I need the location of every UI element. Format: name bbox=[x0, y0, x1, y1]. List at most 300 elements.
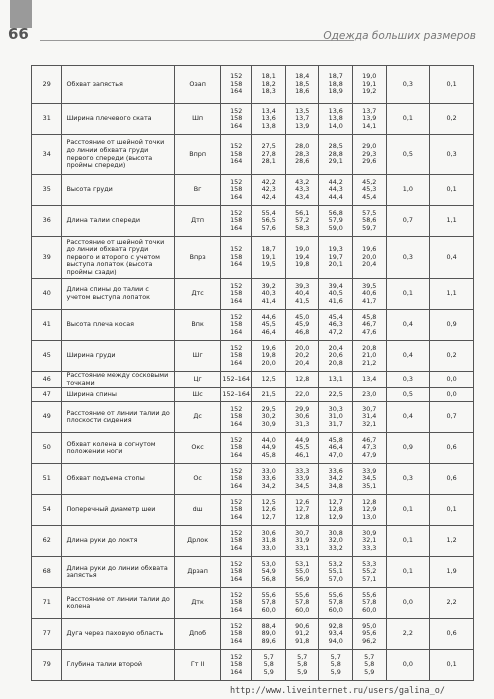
size-cell-value: 13,5 bbox=[295, 106, 310, 115]
measurement-symbol: Дпоб bbox=[175, 619, 221, 650]
size-cell bbox=[285, 104, 319, 135]
size-cell-value: 96,2 bbox=[362, 636, 377, 645]
size-cell bbox=[252, 464, 286, 495]
size-cell-value: 28,8 bbox=[328, 149, 343, 158]
size-cell bbox=[285, 206, 319, 237]
height-cell bbox=[220, 557, 251, 588]
size-cell-value: 55,2 bbox=[362, 567, 377, 576]
size-cell bbox=[285, 341, 319, 372]
row-number: 45 bbox=[32, 341, 62, 372]
measurement-symbol: Окс bbox=[175, 433, 221, 464]
height-cell-value: 164 bbox=[230, 512, 243, 521]
measurement-name: Обхват подъема стопы bbox=[62, 464, 175, 495]
size-cell-value: 46,7 bbox=[362, 320, 377, 329]
height-cell bbox=[220, 237, 251, 279]
size-cell bbox=[319, 557, 353, 588]
size-cell-value: 12,9 bbox=[328, 512, 343, 521]
size-cell-value: 12,8 bbox=[328, 505, 343, 514]
size-cell-value: 28,6 bbox=[295, 157, 310, 166]
size-cell-value: 45,9 bbox=[295, 320, 310, 329]
size-cell-value: 34,5 bbox=[295, 481, 310, 490]
size-cell-value: 94,0 bbox=[328, 636, 343, 645]
size-cell-value: 57,5 bbox=[362, 208, 377, 217]
size-cell bbox=[285, 279, 319, 310]
size-cell-value: 20,0 bbox=[261, 358, 276, 367]
measurement-name: Ширина плечевого ската bbox=[62, 104, 175, 135]
size-cell-value: 53,0 bbox=[261, 559, 276, 568]
measurement-name: Длина руки до локтя bbox=[62, 526, 175, 557]
size-cell bbox=[285, 557, 319, 588]
size-cell-value: 32,0 bbox=[328, 536, 343, 545]
size-cell-value: 56,1 bbox=[295, 208, 310, 217]
size-cell-value: 53,2 bbox=[328, 559, 343, 568]
size-cell bbox=[353, 650, 387, 681]
size-cell-value: 27,8 bbox=[261, 149, 276, 158]
row-number: 40 bbox=[32, 279, 62, 310]
height-cell-value: 152 bbox=[230, 404, 243, 413]
diff-cell: 0,4 bbox=[386, 310, 430, 341]
size-cell-value: 41,5 bbox=[295, 296, 310, 305]
size-cell-value: 20,4 bbox=[362, 260, 377, 269]
size-cell-value: 29,1 bbox=[328, 157, 343, 166]
measurement-symbol: Шп bbox=[175, 104, 221, 135]
size-cell-value: 45,8 bbox=[328, 435, 343, 444]
size-cell-value: 89,6 bbox=[261, 636, 276, 645]
diff-cell: 0,0 bbox=[386, 650, 430, 681]
size-cell-value: 12,5 bbox=[261, 497, 276, 506]
height-cell-value: 158 bbox=[230, 320, 243, 329]
size-cell-value: 5,8 bbox=[297, 660, 308, 669]
size-cell-value: 89,0 bbox=[261, 629, 276, 638]
size-cell-value: 53,1 bbox=[295, 559, 310, 568]
height-cell-value: 164 bbox=[230, 419, 243, 428]
size-cell-value: 28,5 bbox=[328, 142, 343, 151]
size-cell-value: 12,9 bbox=[362, 505, 377, 514]
size-cell-value: 30,9 bbox=[261, 419, 276, 428]
size-cell-value: 47,9 bbox=[362, 450, 377, 459]
size-cell-value: 20,0 bbox=[362, 252, 377, 261]
table-row bbox=[32, 175, 474, 206]
size-cell-value: 47,2 bbox=[328, 327, 343, 336]
measurement-name: Ширина спины bbox=[62, 388, 175, 402]
table-row bbox=[32, 310, 474, 341]
size-cell-value: 20,8 bbox=[362, 343, 377, 352]
size-cell-value: 13,0 bbox=[362, 512, 377, 521]
size-cell-value: 39,3 bbox=[295, 281, 310, 290]
diff-cell: 0,1 bbox=[386, 526, 430, 557]
size-cell bbox=[252, 588, 286, 619]
size-cell-value: 33,9 bbox=[295, 474, 310, 483]
size-cell-value: 47,3 bbox=[362, 443, 377, 452]
size-cell bbox=[285, 464, 319, 495]
size-cell-value: 18,1 bbox=[261, 72, 276, 81]
size-cell-value: 20,8 bbox=[328, 358, 343, 367]
measurement-symbol: Дрзап bbox=[175, 557, 221, 588]
size-cell-value: 19,2 bbox=[362, 87, 377, 96]
height-cell-value: 164 bbox=[230, 450, 243, 459]
size-cell-value: 13,9 bbox=[362, 114, 377, 123]
measurement-symbol: Дтк bbox=[175, 588, 221, 619]
size-cell-value: 31,7 bbox=[328, 419, 343, 428]
table-row bbox=[32, 495, 474, 526]
measurement-name: Высота груди bbox=[62, 175, 175, 206]
measurement-symbol: Впк bbox=[175, 310, 221, 341]
size-cell-value: 18,2 bbox=[261, 79, 276, 88]
diff-cell: 0,1 bbox=[430, 66, 474, 104]
size-cell-value: 45,2 bbox=[362, 177, 377, 186]
diff-cell: 0,3 bbox=[430, 135, 474, 175]
section-title: Одежда больших размеров bbox=[323, 30, 476, 42]
diff-cell: 0,4 bbox=[386, 402, 430, 433]
size-cell-value: 56,9 bbox=[295, 574, 310, 583]
size-cell-value: 33,2 bbox=[328, 543, 343, 552]
height-cell-value: 158 bbox=[230, 289, 243, 298]
size-cell-value: 13,7 bbox=[362, 106, 377, 115]
table-row bbox=[32, 206, 474, 237]
height-cell-value: 164 bbox=[230, 481, 243, 490]
measurement-name: Обхват колена в согнутом положении ноги bbox=[62, 433, 175, 464]
diff-cell: 0,4 bbox=[386, 341, 430, 372]
height-cell-value: 152 bbox=[230, 245, 243, 254]
size-cell bbox=[252, 279, 286, 310]
size-cell-value: 42,4 bbox=[261, 192, 276, 201]
size-cell-value: 42,2 bbox=[261, 177, 276, 186]
height-cell-value: 158 bbox=[230, 412, 243, 421]
size-cell-value: 5,9 bbox=[263, 667, 274, 676]
diff-cell: 0,5 bbox=[386, 135, 430, 175]
size-cell-value: 13,8 bbox=[261, 121, 276, 130]
diff-cell: 1,1 bbox=[430, 279, 474, 310]
size-cell-value: 33,6 bbox=[328, 466, 343, 475]
size-cell-value: 21,5 bbox=[261, 389, 276, 398]
height-cell-value: 152 bbox=[230, 343, 243, 352]
page-number: 66 bbox=[8, 25, 29, 43]
size-cell-value: 42,3 bbox=[261, 185, 276, 194]
diff-cell: 0,1 bbox=[386, 557, 430, 588]
size-cell-value: 5,7 bbox=[297, 652, 308, 661]
size-cell bbox=[353, 526, 387, 557]
measurement-name: Расстояние от линии талии до колена bbox=[62, 588, 175, 619]
size-cell bbox=[353, 135, 387, 175]
size-cell-value: 30,3 bbox=[328, 404, 343, 413]
size-cell-value: 5,7 bbox=[364, 652, 375, 661]
size-cell-value: 41,7 bbox=[362, 296, 377, 305]
height-cell-value: 158 bbox=[230, 474, 243, 483]
size-cell-value: 12,5 bbox=[261, 374, 276, 383]
size-cell-value: 91,8 bbox=[295, 636, 310, 645]
measurement-name: Глубина талии второй bbox=[62, 650, 175, 681]
size-cell bbox=[252, 433, 286, 464]
height-cell-value: 158 bbox=[230, 567, 243, 576]
height-cell-value: 152 bbox=[230, 312, 243, 321]
size-cell-value: 45,8 bbox=[261, 450, 276, 459]
row-number: 34 bbox=[32, 135, 62, 175]
size-cell-value: 20,6 bbox=[328, 351, 343, 360]
size-cell bbox=[252, 66, 286, 104]
height-cell-value: 152 bbox=[230, 208, 243, 217]
size-cell-value: 57,9 bbox=[328, 216, 343, 225]
table-row bbox=[32, 279, 474, 310]
height-cell bbox=[220, 279, 251, 310]
size-cell-value: 55,6 bbox=[295, 590, 310, 599]
diff-cell: 0,1 bbox=[430, 650, 474, 681]
table-row bbox=[32, 619, 474, 650]
size-cell bbox=[353, 66, 387, 104]
size-cell-value: 47,6 bbox=[362, 327, 377, 336]
size-cell-value: 44,9 bbox=[261, 443, 276, 452]
size-cell-value: 18,8 bbox=[328, 79, 343, 88]
size-cell-value: 12,8 bbox=[295, 374, 310, 383]
size-cell-value: 93,4 bbox=[328, 629, 343, 638]
diff-cell: 0,7 bbox=[386, 206, 430, 237]
size-cell bbox=[285, 526, 319, 557]
height-cell-value: 152 bbox=[230, 281, 243, 290]
size-cell-value: 18,7 bbox=[261, 245, 276, 254]
measurement-symbol: dш bbox=[175, 495, 221, 526]
table-row bbox=[32, 464, 474, 495]
height-cell bbox=[220, 588, 251, 619]
size-cell-value: 55,0 bbox=[295, 567, 310, 576]
size-cell-value: 46,4 bbox=[261, 327, 276, 336]
table-row bbox=[32, 135, 474, 175]
size-cell-value: 31,8 bbox=[261, 536, 276, 545]
size-cell bbox=[252, 388, 286, 402]
size-cell-value: 30,7 bbox=[362, 404, 377, 413]
size-cell bbox=[319, 388, 353, 402]
height-cell bbox=[220, 206, 251, 237]
diff-cell: 0,0 bbox=[430, 388, 474, 402]
size-cell bbox=[319, 279, 353, 310]
size-cell-value: 44,4 bbox=[328, 192, 343, 201]
size-cell bbox=[319, 310, 353, 341]
size-cell-value: 58,3 bbox=[295, 223, 310, 232]
size-cell bbox=[319, 206, 353, 237]
height-cell-value: 152–164 bbox=[222, 374, 250, 383]
size-cell-value: 41,4 bbox=[261, 296, 276, 305]
size-cell-value: 20,0 bbox=[295, 343, 310, 352]
measurement-symbol: Дс bbox=[175, 402, 221, 433]
size-cell-value: 19,1 bbox=[362, 79, 377, 88]
size-cell bbox=[319, 650, 353, 681]
size-cell-value: 20,4 bbox=[295, 358, 310, 367]
size-cell-value: 19,8 bbox=[261, 351, 276, 360]
diff-cell: 0,0 bbox=[430, 372, 474, 388]
size-cell-value: 18,6 bbox=[295, 87, 310, 96]
footer-url: http://www.liveinternet.ru/users/galina_o/ bbox=[230, 686, 445, 696]
size-cell-value: 32,1 bbox=[362, 536, 377, 545]
diff-cell: 0,1 bbox=[386, 279, 430, 310]
size-cell-value: 19,7 bbox=[328, 252, 343, 261]
diff-cell: 0,9 bbox=[430, 310, 474, 341]
height-cell-value: 164 bbox=[230, 574, 243, 583]
height-cell bbox=[220, 464, 251, 495]
diff-cell: 2,2 bbox=[386, 619, 430, 650]
height-cell-value: 152 bbox=[230, 466, 243, 475]
size-cell-value: 90,6 bbox=[295, 621, 310, 630]
size-cell-value: 44,6 bbox=[261, 312, 276, 321]
size-cell bbox=[353, 341, 387, 372]
size-cell-value: 29,9 bbox=[295, 404, 310, 413]
height-cell-value: 152 bbox=[230, 652, 243, 661]
measurement-name: Ширина груди bbox=[62, 341, 175, 372]
size-cell-value: 45,5 bbox=[295, 443, 310, 452]
height-cell-value: 158 bbox=[230, 351, 243, 360]
size-cell-value: 55,6 bbox=[261, 590, 276, 599]
size-cell bbox=[353, 433, 387, 464]
size-cell bbox=[319, 341, 353, 372]
size-cell bbox=[252, 237, 286, 279]
height-cell-value: 152 bbox=[230, 435, 243, 444]
height-cell-value: 164 bbox=[230, 636, 243, 645]
size-cell bbox=[353, 464, 387, 495]
size-cell bbox=[252, 310, 286, 341]
size-cell-value: 33,0 bbox=[261, 466, 276, 475]
table-row bbox=[32, 388, 474, 402]
size-cell-value: 39,5 bbox=[362, 281, 377, 290]
diff-cell: 0,9 bbox=[386, 433, 430, 464]
measurement-name: Длина талии спереди bbox=[62, 206, 175, 237]
size-cell-value: 28,1 bbox=[261, 157, 276, 166]
measurement-name: Длина руки до линии обхвата запястья bbox=[62, 557, 175, 588]
size-cell-value: 31,9 bbox=[295, 536, 310, 545]
row-number: 36 bbox=[32, 206, 62, 237]
size-cell-value: 28,3 bbox=[295, 149, 310, 158]
size-cell-value: 22,0 bbox=[295, 389, 310, 398]
size-cell-value: 19,0 bbox=[362, 72, 377, 81]
page-header bbox=[0, 25, 494, 46]
size-cell bbox=[319, 495, 353, 526]
size-cell bbox=[353, 104, 387, 135]
height-cell-value: 158 bbox=[230, 536, 243, 545]
size-cell-value: 30,8 bbox=[328, 528, 343, 537]
diff-cell: 1,1 bbox=[430, 206, 474, 237]
header-rule bbox=[40, 40, 354, 41]
size-cell-value: 53,3 bbox=[362, 559, 377, 568]
height-cell bbox=[220, 650, 251, 681]
size-cell-value: 46,4 bbox=[328, 443, 343, 452]
size-cell-value: 18,4 bbox=[295, 72, 310, 81]
diff-cell: 0,1 bbox=[430, 175, 474, 206]
height-cell-value: 158 bbox=[230, 598, 243, 607]
diff-cell: 0,6 bbox=[430, 464, 474, 495]
height-cell-value: 158 bbox=[230, 660, 243, 669]
size-cell-value: 19,1 bbox=[261, 252, 276, 261]
height-cell bbox=[220, 388, 251, 402]
size-cell-value: 57,8 bbox=[362, 598, 377, 607]
height-cell bbox=[220, 66, 251, 104]
size-cell bbox=[285, 135, 319, 175]
size-cell bbox=[353, 175, 387, 206]
size-cell-value: 12,7 bbox=[295, 505, 310, 514]
size-cell bbox=[353, 372, 387, 388]
size-cell-value: 19,5 bbox=[261, 260, 276, 269]
row-number: 71 bbox=[32, 588, 62, 619]
size-cell-value: 20,4 bbox=[328, 343, 343, 352]
height-cell-value: 164 bbox=[230, 157, 243, 166]
table-row bbox=[32, 433, 474, 464]
size-cell-value: 60,0 bbox=[295, 605, 310, 614]
size-cell-value: 31,4 bbox=[362, 412, 377, 421]
row-number: 68 bbox=[32, 557, 62, 588]
size-cell-value: 33,9 bbox=[362, 466, 377, 475]
diff-cell: 0,2 bbox=[430, 104, 474, 135]
size-cell-value: 57,2 bbox=[295, 216, 310, 225]
size-cell-value: 22,5 bbox=[328, 389, 343, 398]
size-cell-value: 30,6 bbox=[261, 528, 276, 537]
size-cell bbox=[252, 650, 286, 681]
size-cell-value: 55,6 bbox=[328, 590, 343, 599]
height-cell-value: 158 bbox=[230, 149, 243, 158]
size-cell-value: 59,7 bbox=[362, 223, 377, 232]
size-cell-value: 92,8 bbox=[328, 621, 343, 630]
height-cell-value: 158 bbox=[230, 629, 243, 638]
measurement-name: Расстояние между сосковыми точками bbox=[62, 372, 175, 388]
size-cell bbox=[353, 237, 387, 279]
size-cell-value: 5,9 bbox=[330, 667, 341, 676]
measurement-symbol: Дтп bbox=[175, 206, 221, 237]
size-cell bbox=[285, 66, 319, 104]
height-cell-value: 164 bbox=[230, 667, 243, 676]
table-row bbox=[32, 526, 474, 557]
size-cell bbox=[285, 310, 319, 341]
size-cell-value: 19,4 bbox=[295, 252, 310, 261]
row-number: 29 bbox=[32, 66, 62, 104]
size-cell-value: 95,0 bbox=[362, 621, 377, 630]
size-cell-value: 45,3 bbox=[362, 185, 377, 194]
height-cell-value: 152 bbox=[230, 528, 243, 537]
size-cell-value: 57,8 bbox=[295, 598, 310, 607]
diff-cell: 0,3 bbox=[386, 66, 430, 104]
height-cell bbox=[220, 372, 251, 388]
diff-cell: 0,1 bbox=[430, 495, 474, 526]
height-cell-value: 164 bbox=[230, 358, 243, 367]
size-cell-value: 44,3 bbox=[328, 185, 343, 194]
size-cell-value: 12,7 bbox=[328, 497, 343, 506]
size-cell-value: 45,4 bbox=[328, 312, 343, 321]
size-cell-value: 23,0 bbox=[362, 389, 377, 398]
size-cell-value: 18,5 bbox=[295, 79, 310, 88]
size-cell-value: 29,6 bbox=[362, 157, 377, 166]
table-row bbox=[32, 650, 474, 681]
height-cell-value: 152–164 bbox=[222, 389, 250, 398]
table-row bbox=[32, 588, 474, 619]
height-cell-value: 152 bbox=[230, 621, 243, 630]
measurement-symbol: Ос bbox=[175, 464, 221, 495]
size-cell-value: 32,1 bbox=[362, 419, 377, 428]
diff-cell: 0,1 bbox=[386, 104, 430, 135]
diff-cell: 0,6 bbox=[430, 619, 474, 650]
size-cell-value: 88,4 bbox=[261, 621, 276, 630]
diff-cell: 0,3 bbox=[386, 464, 430, 495]
diff-cell: 2,2 bbox=[430, 588, 474, 619]
height-cell-value: 164 bbox=[230, 192, 243, 201]
measurement-symbol: Впрп bbox=[175, 135, 221, 175]
height-cell-value: 164 bbox=[230, 296, 243, 305]
size-cell-value: 34,2 bbox=[261, 481, 276, 490]
size-cell-value: 54,9 bbox=[261, 567, 276, 576]
size-cell-value: 39,2 bbox=[261, 281, 276, 290]
diff-cell: 1,2 bbox=[430, 526, 474, 557]
size-cell-value: 21,2 bbox=[362, 358, 377, 367]
row-number: 46 bbox=[32, 372, 62, 388]
size-cell-value: 12,6 bbox=[295, 497, 310, 506]
size-cell bbox=[353, 402, 387, 433]
size-cell-value: 5,9 bbox=[297, 667, 308, 676]
size-cell-value: 14,1 bbox=[362, 121, 377, 130]
size-cell-value: 40,3 bbox=[261, 289, 276, 298]
height-cell-value: 164 bbox=[230, 327, 243, 336]
row-number: 49 bbox=[32, 402, 62, 433]
